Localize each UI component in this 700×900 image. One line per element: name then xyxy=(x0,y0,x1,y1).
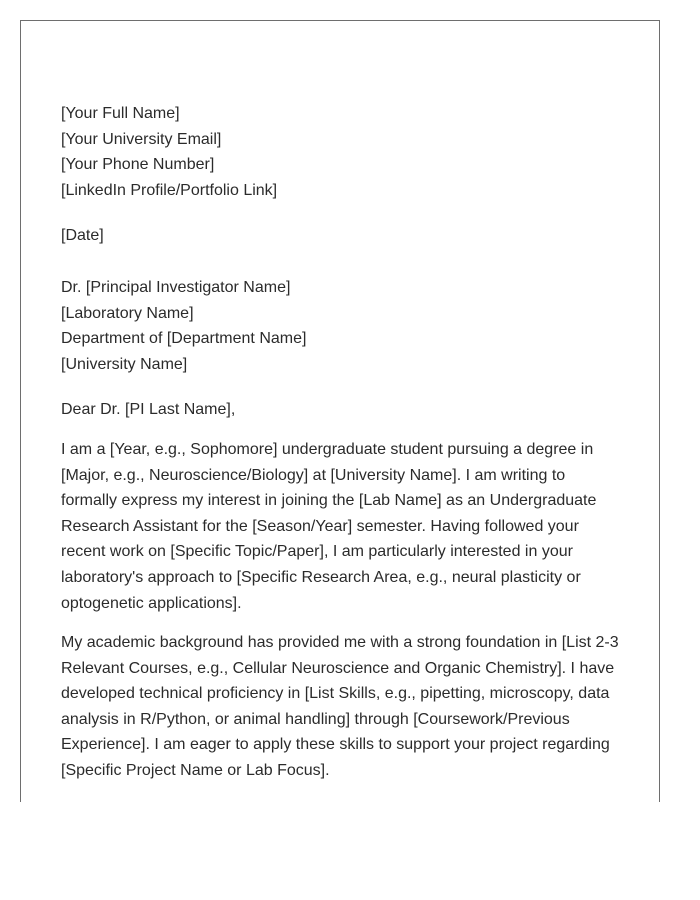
sender-link: [LinkedIn Profile/Portfolio Link] xyxy=(61,181,278,199)
salutation: Dear Dr. [PI Last Name], xyxy=(61,401,236,419)
paragraph-line: [Major, e.g., Neuroscience/Biology] at [University Name]. I am writing to xyxy=(61,466,566,484)
letter-content xyxy=(61,101,641,798)
recipient-block xyxy=(61,275,641,377)
body-paragraph-2 xyxy=(61,630,641,784)
paragraph-line: laboratory's approach to [Specific Research Area, e.g., neural plasticity or xyxy=(61,568,581,586)
paragraph-line: developed technical proficiency in [List Skills, e.g., pipetting, microscopy, data xyxy=(61,685,610,703)
paragraph-line: My academic background has provided me with a strong foundation in [List 2-3 xyxy=(61,634,619,652)
body-paragraph-1 xyxy=(61,437,641,616)
sender-block xyxy=(61,101,641,203)
paragraph-line: analysis in R/Python, or animal handling] through [Coursework/Previous xyxy=(61,710,570,728)
recipient-name: Dr. [Principal Investigator Name] xyxy=(61,278,291,296)
paragraph-line: formally express my interest in joining the [Lab Name] as an Undergraduate xyxy=(61,492,597,510)
paragraph-line: optogenetic applications]. xyxy=(61,594,242,612)
paragraph-line: I am a [Year, e.g., Sophomore] undergraduate student pursuing a degree in xyxy=(61,440,594,458)
sender-email: [Your University Email] xyxy=(61,130,222,148)
sender-phone: [Your Phone Number] xyxy=(61,156,215,174)
recipient-lab: [Laboratory Name] xyxy=(61,304,194,322)
recipient-department: Department of [Department Name] xyxy=(61,330,307,348)
sender-name: [Your Full Name] xyxy=(61,105,180,122)
letter-date: [Date] xyxy=(61,227,104,245)
recipient-university: [University Name] xyxy=(61,355,188,373)
letter-page xyxy=(20,20,660,802)
paragraph-line: recent work on [Specific Topic/Paper], I am particularly interested in your xyxy=(61,543,573,561)
paragraph-line: Research Assistant for the [Season/Year] semester. Having followed your xyxy=(61,517,579,535)
paragraph-line: Relevant Courses, e.g., Cellular Neuroscience and Organic Chemistry]. I have xyxy=(61,659,615,677)
paragraph-line: Experience]. I am eager to apply these skills to support your project regarding xyxy=(61,736,610,754)
paragraph-line: [Specific Project Name or Lab Focus]. xyxy=(61,762,330,780)
